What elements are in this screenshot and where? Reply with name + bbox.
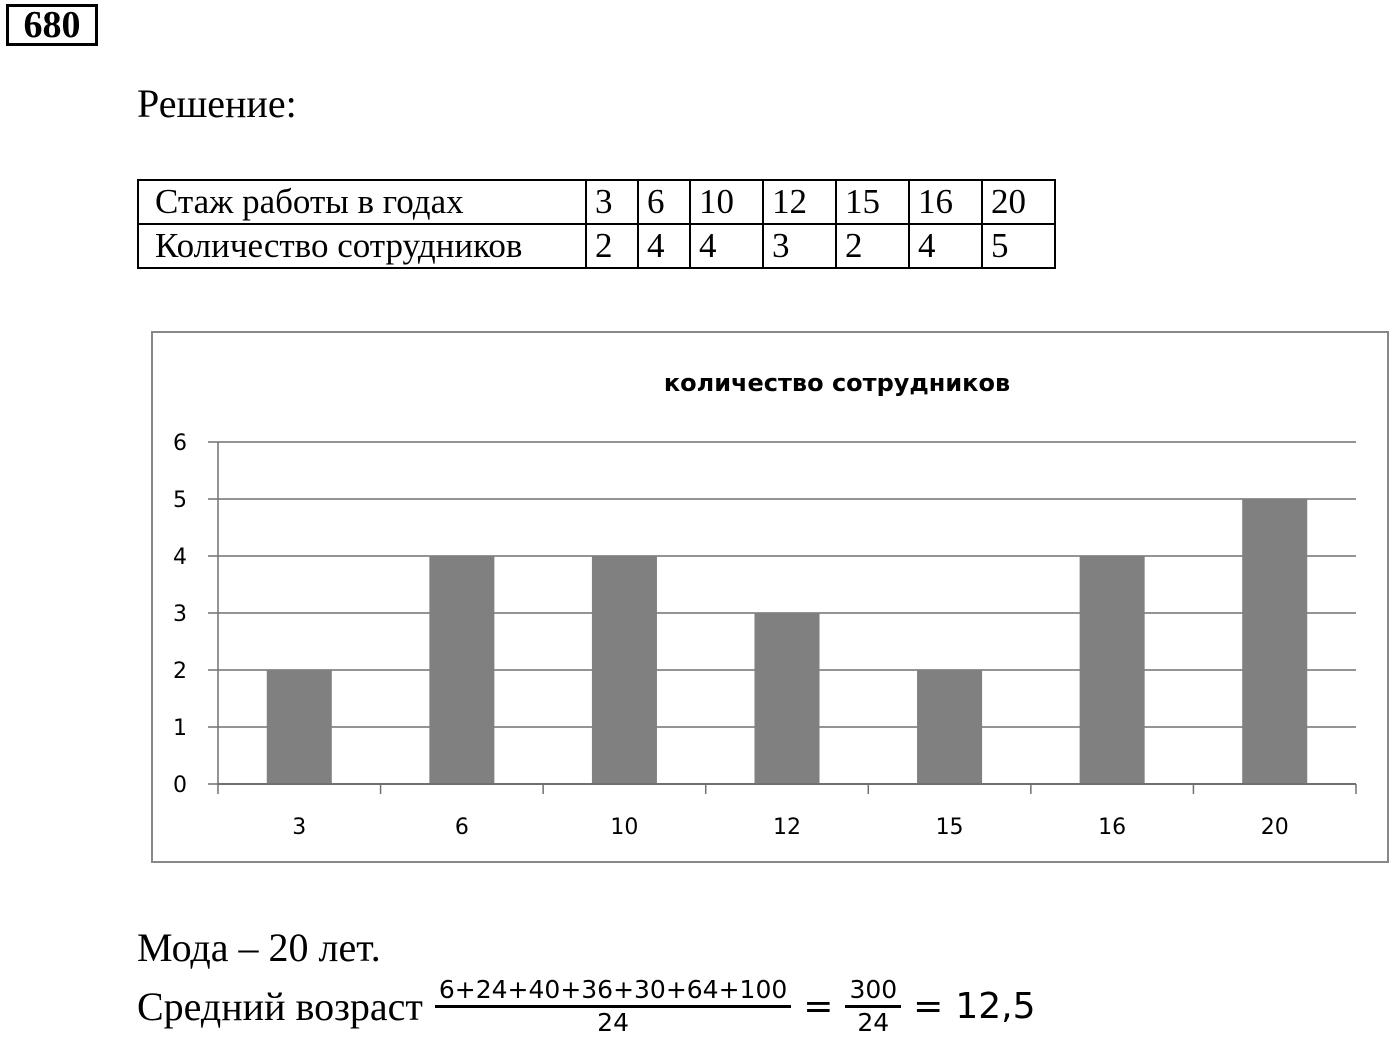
fraction-numerator: 300 bbox=[845, 975, 901, 1008]
fraction-denominator: 24 bbox=[857, 1007, 890, 1037]
table-cell: 2 bbox=[586, 224, 638, 268]
bar bbox=[917, 670, 982, 784]
fraction-total bbox=[845, 975, 901, 1038]
row-label-experience: Стаж работы в годах bbox=[138, 180, 586, 224]
bar bbox=[754, 613, 819, 784]
data-table bbox=[137, 179, 1056, 269]
y-tick-label: 6 bbox=[173, 431, 187, 456]
bar bbox=[267, 670, 332, 784]
y-tick-label: 1 bbox=[173, 716, 187, 741]
chart-title: количество сотрудников bbox=[663, 369, 1011, 397]
table-cell: 4 bbox=[638, 224, 690, 268]
table-cell: 12 bbox=[763, 180, 836, 224]
y-tick-label: 5 bbox=[173, 488, 187, 513]
problem-number: 680 bbox=[6, 4, 98, 46]
table-row-count bbox=[138, 224, 1055, 268]
table-cell: 5 bbox=[982, 224, 1055, 268]
equals-sign: = bbox=[913, 985, 944, 1027]
table-cell: 4 bbox=[690, 224, 763, 268]
fraction-numerator: 6+24+40+36+30+64+100 bbox=[435, 975, 791, 1008]
y-tick-label: 2 bbox=[173, 659, 187, 684]
x-tick-label: 10 bbox=[610, 815, 639, 840]
average-formula bbox=[137, 965, 1041, 1047]
row-label-count: Количество сотрудников bbox=[138, 224, 586, 268]
bar-chart bbox=[153, 333, 1387, 861]
table-cell: 16 bbox=[909, 180, 982, 224]
y-tick-label: 3 bbox=[173, 602, 187, 627]
mode-statement: Мода – 20 лет. bbox=[137, 925, 381, 970]
fraction-sum bbox=[435, 975, 791, 1038]
bar bbox=[1080, 556, 1145, 784]
bar bbox=[429, 556, 494, 784]
equals-sign: = bbox=[803, 985, 834, 1027]
x-tick-label: 15 bbox=[935, 815, 964, 840]
solution-heading: Решение: bbox=[137, 81, 297, 126]
x-tick-label: 3 bbox=[292, 815, 307, 840]
bar bbox=[1242, 499, 1307, 784]
table-cell: 2 bbox=[836, 224, 909, 268]
fraction-denominator: 24 bbox=[597, 1007, 629, 1037]
table-cell: 3 bbox=[586, 180, 638, 224]
table-cell: 20 bbox=[982, 180, 1055, 224]
average-label: Средний возраст bbox=[137, 983, 423, 1029]
y-tick-label: 4 bbox=[173, 545, 187, 570]
chart-frame bbox=[151, 331, 1389, 863]
x-tick-label: 20 bbox=[1260, 815, 1289, 840]
bar bbox=[592, 556, 657, 784]
table-row-experience bbox=[138, 180, 1055, 224]
x-tick-label: 16 bbox=[1098, 815, 1127, 840]
table-cell: 15 bbox=[836, 180, 909, 224]
table-cell: 10 bbox=[690, 180, 763, 224]
average-result: 12,5 bbox=[955, 985, 1036, 1027]
y-tick-label: 0 bbox=[173, 773, 187, 798]
table-cell: 6 bbox=[638, 180, 690, 224]
table-cell: 3 bbox=[763, 224, 836, 268]
table-cell: 4 bbox=[909, 224, 982, 268]
x-tick-label: 12 bbox=[773, 815, 801, 840]
x-tick-label: 6 bbox=[454, 815, 469, 840]
